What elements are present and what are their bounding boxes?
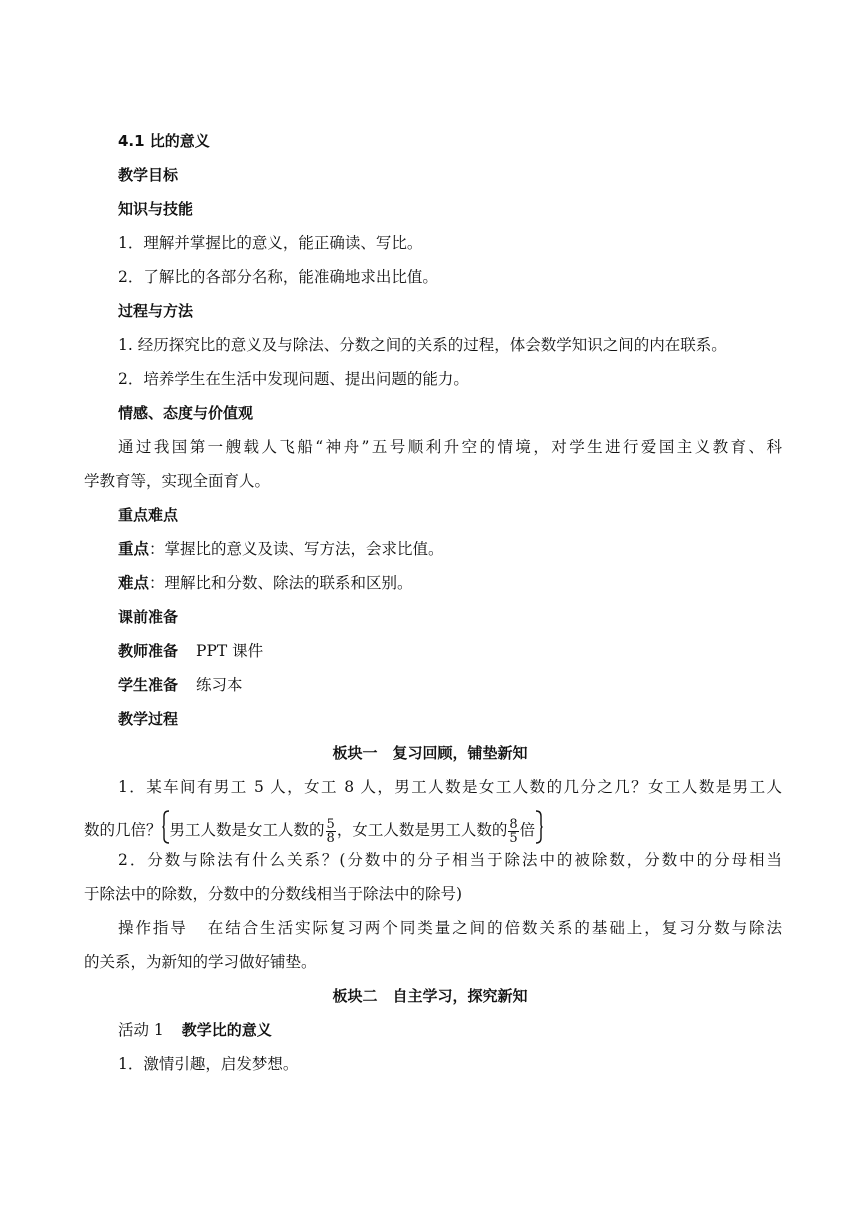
activity-label: 活动 1 — [118, 1021, 164, 1039]
process-item-2: 2．培养学生在生活中发现问题、提出问题的能力。 — [118, 370, 469, 388]
focus-label: 重点 — [118, 539, 150, 558]
fraction-eight-fifths: $\frac{8}{5}$ — [509, 816, 518, 846]
guide-label: 操作指导 — [118, 919, 188, 937]
fraction-five-eighths: $\frac{5}{8}$ — [326, 816, 335, 846]
student-prep-label: 学生准备 — [118, 676, 179, 694]
focus-text: ：掌握比的意义及读、写方法，会求比值。 — [149, 540, 444, 558]
question-1-prefix: 数的几倍？ — [84, 821, 162, 839]
difficulty-line — [0, 573, 860, 593]
key-points-heading: 重点难点 — [118, 506, 179, 524]
knowledge-item-1: 1．理解并掌握比的意义，能正确读、写比。 — [118, 234, 423, 252]
answer-part-c: 倍 — [519, 821, 536, 839]
process-item-1: 1. 经历探究比的意义及与除法、分数之间的关系的过程，体会数学知识之间的内在联系。 — [118, 336, 727, 354]
guide-line-1 — [0, 918, 860, 938]
knowledge-item-2: 2．了解比的各部分名称，能准确地求出比值。 — [118, 268, 438, 286]
process-heading: 过程与方法 — [118, 302, 194, 320]
teaching-process-heading: 教学过程 — [118, 710, 179, 728]
section-1-question-2-line-1: 2．分数与除法有什么关系？(分数中的分子相当于除法中的被除数，分数中的分母相当 — [118, 851, 782, 869]
activity-1-item-1: 1．激情引趣，启发梦想。 — [118, 1055, 299, 1073]
activity-1-line — [0, 1020, 860, 1040]
guide-line-2: 的关系，为新知的学习做好铺垫。 — [84, 953, 317, 971]
answer-part-a: 男工人数是女工人数的 — [169, 821, 325, 839]
student-prep-value: 练习本 — [196, 676, 243, 694]
difficulty-label: 难点 — [118, 573, 150, 592]
preparation-heading: 课前准备 — [118, 608, 179, 626]
teacher-prep-line — [0, 641, 860, 661]
difficulty-text: ：理解比和分数、除法的联系和区别。 — [149, 574, 413, 592]
answer-part-b: ，女工人数是男工人数的 — [336, 821, 508, 839]
goals-heading: 教学目标 — [118, 166, 179, 184]
guide-text-1: 在结合生活实际复习两个同类量之间的倍数关系的基础上，复习分数与除法 — [205, 919, 782, 937]
emotion-text-line-2: 学教育等，实现全面育人。 — [84, 472, 271, 490]
emotion-text-line-1: 通过我国第一艘载人飞船“神舟”五号顺利升空的情境，对学生进行爱国主义教育、科 — [118, 438, 782, 456]
section-1-question-1-line-1: 1．某车间有男工 5 人，女工 8 人，男工人数是女工人数的几分之几？女工人数是男工人 — [118, 778, 782, 796]
emotion-heading: 情感、态度与价值观 — [118, 404, 254, 422]
section-1-question-2-line-2: 于除法中的除数，分数中的分数线相当于除法中的除号) — [84, 885, 463, 903]
left-brace-icon — [162, 810, 170, 852]
section-1-question-1-line-2 — [0, 810, 860, 852]
focus-line — [0, 539, 860, 559]
teacher-prep-value: PPT 课件 — [196, 642, 264, 660]
section-1-title: 板块一 复习回顾，铺垫新知 — [332, 744, 528, 762]
knowledge-heading: 知识与技能 — [118, 200, 194, 218]
student-prep-line — [0, 675, 860, 695]
section-2-title: 板块二 自主学习，探究新知 — [332, 987, 528, 1005]
activity-title: 教学比的意义 — [181, 1021, 272, 1039]
lesson-title: 4.1 比的意义 — [118, 132, 210, 150]
teacher-prep-label: 教师准备 — [118, 642, 179, 660]
right-brace-icon — [535, 810, 543, 852]
